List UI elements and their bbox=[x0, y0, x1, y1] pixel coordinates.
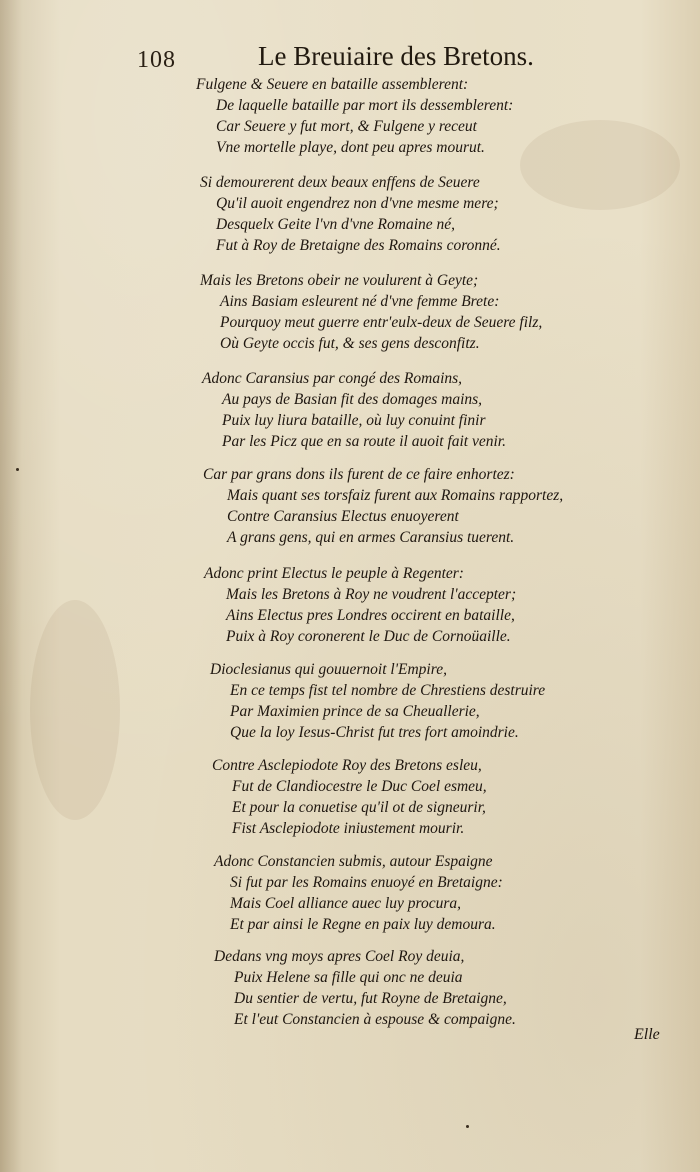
verse-line: Car Seuere y fut mort, & Fulgene y receut bbox=[216, 118, 477, 135]
verse-line: Puix luy liura bataille, où luy conuint finir bbox=[222, 412, 486, 429]
verse-line: Ains Electus pres Londres occirent en bataille, bbox=[226, 607, 515, 624]
verse-line: Mais Coel alliance auec luy procura, bbox=[230, 895, 462, 912]
stanza-3 bbox=[200, 270, 542, 354]
verse-line: Fut de Clandiocestre le Duc Coel esmeu, bbox=[232, 778, 487, 795]
catchword: Elle bbox=[634, 1026, 660, 1043]
ink-speck bbox=[466, 1125, 469, 1128]
verse-line: Par les Picz que en sa route il auoit fait venir. bbox=[222, 433, 506, 450]
stanza-5 bbox=[203, 464, 563, 548]
verse-line: Contre Asclepiodote Roy des Bretons esleu, bbox=[212, 757, 482, 774]
stanza-1 bbox=[196, 74, 513, 158]
verse-line: Puix Helene sa fille qui onc ne deuia bbox=[234, 969, 463, 986]
verse-line: Mais quant ses torsfaiz furent aux Romains rapportez, bbox=[227, 487, 564, 504]
verse-line: A grans gens, qui en armes Caransius tuerent. bbox=[227, 529, 515, 546]
verse-line: Puix à Roy coronerent le Duc de Cornoüaille. bbox=[226, 628, 511, 645]
stanza-6 bbox=[204, 563, 516, 647]
verse-line: De laquelle bataille par mort ils dessemblerent: bbox=[216, 97, 514, 114]
verse-line: Si fut par les Romains enuoyé en Bretaigne: bbox=[230, 874, 503, 891]
paper-stain bbox=[520, 120, 680, 210]
verse-line: Fist Asclepiodote iniustement mourir. bbox=[232, 820, 465, 837]
page-number: 108 bbox=[137, 47, 176, 73]
verse-line: Que la loy Iesus-Christ fut tres fort amoindrie. bbox=[230, 724, 519, 741]
ink-speck bbox=[16, 468, 19, 471]
verse-line: Adonc Constancien submis, autour Espaigne bbox=[214, 853, 493, 870]
stanza-4 bbox=[202, 368, 506, 452]
verse-line: En ce temps fist tel nombre de Chrestiens destruire bbox=[230, 682, 546, 699]
verse-line: Où Geyte occis fut, & ses gens desconfitz. bbox=[220, 335, 480, 352]
stanza-7 bbox=[210, 659, 545, 743]
verse-line: Et par ainsi le Regne en paix luy demoura. bbox=[230, 916, 496, 933]
verse-line: Adonc print Electus le peuple à Regenter: bbox=[204, 565, 464, 582]
verse-line: Mais les Bretons à Roy ne voudrent l'accepter; bbox=[226, 586, 517, 603]
verse-line: Par Maximien prince de sa Cheuallerie, bbox=[230, 703, 480, 720]
verse-line: Vne mortelle playe, dont peu apres mourut. bbox=[216, 139, 485, 156]
stanza-10 bbox=[214, 946, 516, 1030]
stanza-8 bbox=[212, 755, 487, 839]
verse-line: Et l'eut Constancien à espouse & compaigne. bbox=[234, 1011, 516, 1028]
verse-line: Pourquoy meut guerre entr'eulx-deux de Seuere filz, bbox=[220, 314, 543, 331]
verse-line: Desquelx Geite l'vn d'vne Romaine né, bbox=[216, 216, 456, 233]
verse-line: Du sentier de vertu, fut Royne de Bretaigne, bbox=[234, 990, 507, 1007]
verse-line: Contre Caransius Electus enuoyerent bbox=[227, 508, 459, 525]
verse-line: Dedans vng moys apres Coel Roy deuia, bbox=[214, 948, 465, 965]
verse-line: Mais les Bretons obeir ne voulurent à Geyte; bbox=[200, 272, 479, 289]
paper-stain bbox=[30, 600, 120, 820]
verse-line: Au pays de Basian fit des domages mains, bbox=[222, 391, 483, 408]
verse-line: Fut à Roy de Bretaigne des Romains coronné. bbox=[216, 237, 501, 254]
verse-line: Si demourerent deux beaux enffens de Seuere bbox=[200, 174, 480, 191]
stanza-2 bbox=[200, 172, 501, 256]
verse-line: Dioclesianus qui gouuernoit l'Empire, bbox=[210, 661, 447, 678]
verse-line: Et pour la conuetise qu'il ot de signeurir, bbox=[232, 799, 486, 816]
verse-line: Ains Basiam esleurent né d'vne femme Brete: bbox=[220, 293, 500, 310]
verse-line: Car par grans dons ils furent de ce faire enhortez: bbox=[203, 466, 515, 483]
verse-line: Qu'il auoit engendrez non d'vne mesme mere; bbox=[216, 195, 499, 212]
verse-line: Adonc Caransius par congé des Romains, bbox=[202, 370, 463, 387]
stanza-9 bbox=[214, 851, 503, 935]
verse-line: Fulgene & Seuere en bataille assemblerent: bbox=[196, 76, 469, 93]
running-head: Le Breuiaire des Bretons. bbox=[258, 41, 534, 71]
